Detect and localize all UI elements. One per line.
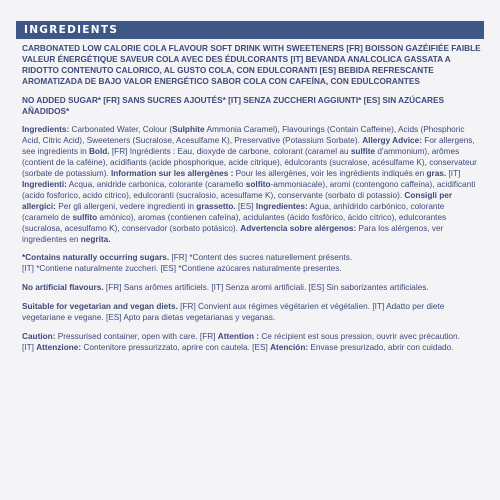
sugars-note-label: *Contains naturally occurring sugars.	[22, 253, 170, 263]
text: Pour les allergènes, voir les ingrédients indiqués en	[233, 169, 427, 179]
text: Pressurised container, open with care. [FR]	[55, 331, 218, 341]
text: [IT] *Contiene naturalmente zuccheri. [ES] *Contiene azúcares naturalmente presentes.	[22, 264, 342, 274]
allergy-advice-label: Allergy Advice:	[362, 136, 422, 146]
no-added-sugar-statement: NO ADDED SUGAR* [FR] SANS SUCRES AJOUTÉS* [IT] SENZA ZUCCHERI AGGIUNTI* [ES] SIN AZÚCARES AÑADIDOS*	[22, 95, 444, 116]
product-description: CARBONATED LOW CALORIE COLA FLAVOUR SOFT DRINK WITH SWEETENERS [FR] BOISSON GAZÉIFIÉE FAIBLE VALEUR ÉNERGÉTIQUE SAVEUR COLA AVEC DES ÉDULCORANTS [IT] BEVANDA ANALCOLICA GASSATA A RIDOTTO CONTENUTO CALORICO, AL GUSTO COLA, CON EDULCORANTI [ES] BEBIDA REFRESCANTE AROMATIZADA DE BAJO VALOR ENERGÉTICO SABOR COLA CON CAFEÍNA, CON EDULCORANTES	[22, 44, 481, 86]
text: Agua, anhídrido carbónico, colorante (caramelo de	[22, 201, 445, 222]
text: Para los alérgenos, ver ingredientes en	[22, 223, 444, 244]
bold-word: Bold.	[88, 147, 110, 157]
text: d'ammonium), arômes (contient de la caféine), acidifiants (acide phosphorique, acide citrique), édulcorants (sucralose, acésulfame K), conservateur (sorbate de potassium).	[22, 147, 477, 179]
bold-word: negrita.	[80, 234, 111, 244]
text: amónico), aromas (contienen cafeína), acidulantes (ácido fosfórico, ácido cítrico), edulcorantes (sucralosa, acesulfamo K), conservador (sorbato potásico).	[22, 212, 447, 233]
text: Envase presurizado, abrir con cuidado.	[308, 342, 454, 352]
caution-label-it: Attenzione:	[36, 342, 82, 352]
caution-label: Caution:	[22, 331, 56, 341]
text: For allergens, see ingredients in	[22, 136, 475, 157]
allergen: solfito	[245, 179, 271, 189]
sugars-note	[22, 253, 482, 275]
caution-label-fr: Attention :	[217, 331, 260, 341]
bold-word: grassetto.	[196, 201, 236, 211]
allergen: Sulphite	[172, 125, 205, 135]
artificial-flavours-note	[22, 283, 482, 294]
text: Ammonia Caramel), Flavourings (Contain Caffeine), Acids (Phosphoric Acid, Citric Acid), Sweeteners (Sucralose, Acesulfame K), Preservative (Potassium Sorbate).	[22, 125, 465, 146]
vegetarian-note	[22, 302, 482, 324]
text: Carbonated Water, Colour (	[69, 125, 173, 135]
ingredients-label: Ingredients:	[22, 125, 70, 135]
text: Contenitore pressurizzato, aprire con cautela. [ES]	[81, 342, 271, 352]
allergen: sulfite	[350, 147, 376, 157]
vegetarian-label: Suitable for vegetarian and vegan diets.	[22, 302, 178, 312]
allergen: sulfito	[72, 212, 98, 222]
artificial-flavours-label: No artificial flavours.	[22, 283, 104, 293]
text: [IT]	[446, 169, 461, 179]
text: [IT]	[22, 342, 37, 352]
text: Per gli allergeni, vedere ingredienti in	[55, 201, 197, 211]
text: Acqua, anidride carbonica, colorante (caramello	[66, 179, 246, 189]
text: [FR] *Content des sucres naturellement présents.	[169, 253, 353, 263]
text: [FR] Convient aux régimes végétarien et végétalien. [IT] Adatto per diete vegetariane e vegane. [ES] Apto para dietas vegetarianas y veganas.	[22, 302, 445, 323]
allergy-advice-label-es: Advertencia sobre alérgenos:	[240, 223, 357, 233]
ingredients-header: INGREDIENTS	[16, 21, 484, 39]
label-text	[22, 44, 482, 362]
ingredients-label-it: Ingredienti:	[22, 179, 67, 189]
text: [ES]	[235, 201, 256, 211]
text: [FR] Sans arômes artificiels. [IT] Senza aromi artificiali. [ES] Sin saborizantes artificiales.	[103, 283, 429, 293]
text: Ce récipient est sous pression, ouvrir avec précaution.	[259, 331, 460, 341]
text: [FR] Ingrédients : Eau, dioxyde de carbone, colorant (caramel au	[109, 147, 351, 157]
bold-word: gras.	[426, 169, 447, 179]
caution-label-es: Atención:	[270, 342, 309, 352]
caution-note	[22, 332, 482, 354]
allergy-advice-label-it: Consigli per allergici:	[22, 190, 453, 211]
ingredients-paragraph	[22, 125, 482, 245]
allergy-info-label-fr: Information sur les allergènes :	[110, 169, 234, 179]
text: -ammoniacale), aromi (contengono caffeina), acidificanti (acido fosforico, acido citrico), edulcoranti (sucralosio, acesulfame K), conservante (sorbato di potassio).	[22, 179, 476, 200]
ingredients-label-es: Ingredientes:	[255, 201, 308, 211]
